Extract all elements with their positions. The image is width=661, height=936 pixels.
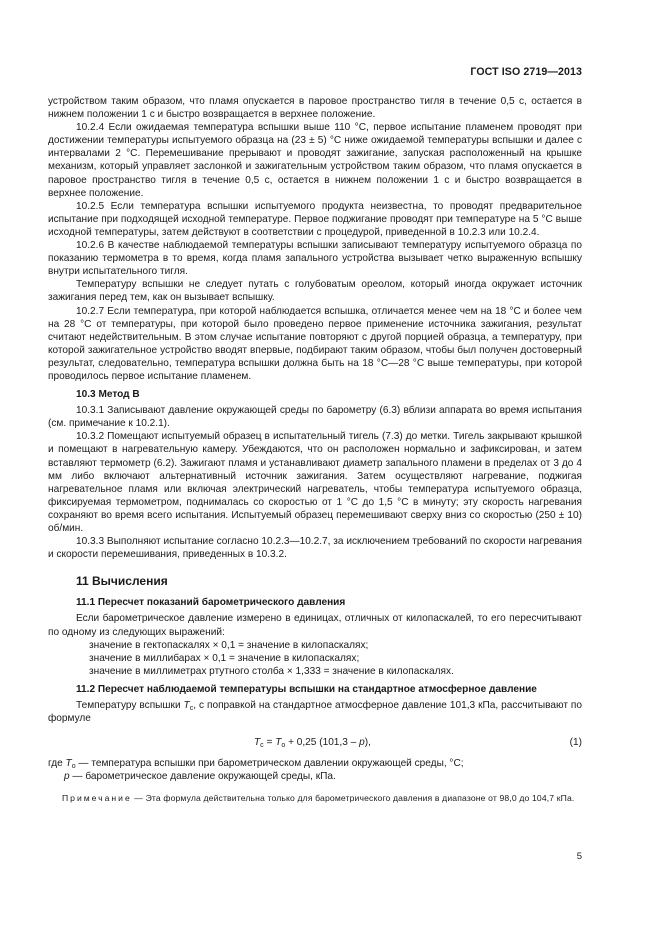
conversion-list bbox=[89, 639, 582, 678]
paragraph: устройством таким образом, что пламя опускается в паровое пространство тигля в течение 0,5 с, остается в нижнем положении 1 с и быстро возвращается в верхнее положение. bbox=[48, 96, 582, 121]
paragraph-10-2-5: 10.2.5 Если температура вспышки испытуемого продукта неизвестна, то проводят предварительное испытание при подходящей исходной температуре. Первое поджигание проводят при температуре на 5 °С выше исходной температуры, затем действуют в соответствии с процедурой, приведенной в 10.2.3 или 10.2.4. bbox=[48, 200, 582, 238]
formula-legend bbox=[48, 757, 582, 783]
paragraph-10-2-4: 10.2.4 Если ожидаемая температура вспышки выше 110 °С, первое испытание пламенем проводят при достижении температуры испытуемого образца на (23 ± 5) °С ниже ожидаемой температуры вспышки и далее с интервалами 2 °С. Перемешивание прерывают и проводят зажигание, запуская расположенный на крышке механизм, который управляет заслонкой и зажигательным устройством таким образом, что пламя опускается в паровое пространство тигля в течение 0,5 с, остается в нижнем положении 1 с и быстро возвращается в верхнее положение. bbox=[48, 122, 582, 199]
paragraph: Если барометрическое давление измерено в единицах, отличных от килопаскалей, то его пересчитывают по одному из следующих выражений: bbox=[48, 613, 582, 638]
document-header: ГОСТ ISO 2719—2013 bbox=[470, 66, 582, 78]
paragraph-10-3-1: 10.3.1 Записывают давление окружающей среды по барометру (6.3) вблизи аппарата во время испытания (см. примечание к 10.2.1). bbox=[48, 405, 582, 430]
formula-1 bbox=[48, 729, 582, 757]
note-label: Примечание bbox=[62, 793, 132, 804]
paragraph-10-2-6: 10.2.6 В качестве наблюдаемой температуры вспышки записывают температуру испытуемого образца по показанию термометра в то время, когда пламя запального устройства вызывает четко выраженную вспышку внутри испытательного тигля. bbox=[48, 240, 582, 278]
list-item: значение в миллиметрах ртутного столба × 1,333 = значение в килопаскалях. bbox=[89, 665, 454, 677]
document-body bbox=[48, 95, 582, 805]
paragraph: Температуру вспышки не следует путать с голубоватым ореолом, который иногда окружает источник зажигания перед тем, как он вызывает вспышку. bbox=[48, 279, 582, 304]
section-heading-11: 11 Вычисления bbox=[76, 574, 168, 589]
list-item: значение в миллибарах × 0,1 = значение в килопаскалях; bbox=[89, 652, 360, 664]
section-heading-11-2: 11.2 Пересчет наблюдаемой температуры вспышки на стандартное атмосферное давление bbox=[76, 683, 537, 695]
legend-item: p — барометрическое давление окружающей среды, кПа. bbox=[64, 771, 336, 783]
formula-number: (1) bbox=[569, 737, 582, 749]
section-heading-11-1: 11.1 Пересчет показаний барометрического давления bbox=[76, 597, 346, 609]
page-number: 5 bbox=[576, 851, 582, 862]
note: Примечание — Эта формула действительна только для барометрического давления в диапазоне от 98,0 до 104,7 кПа. bbox=[62, 793, 575, 804]
paragraph-10-3-2: 10.3.2 Помещают испытуемый образец в испытательный тигель (7.3) до метки. Тигель закрывают крышкой и помещают в нагревательную камеру. Убеждаются, что он расположен нормально и зафиксирован, и затем вставляют термометр (6.2). Зажигают пламя и устанавливают диаметр запального пламени в пределах от 3 до 4 мм либо включают альтернативный источник зажигания. Затем осуществляют нагревание, поджигая нагревательное пламя или включая электрический нагреватель, чтобы температура испытуемого образца, фиксируемая термометром, поднималась со скоростью от 1 °С до 1,5 °С в минуту; эту скорость нагревания сохраняют во время всего испытания. Испытуемый образец перемешивают сверху вниз со скоростью (250 ± 10) об/мин. bbox=[48, 431, 582, 534]
list-item: значение в гектопаскалях × 0,1 = значение в килопаскалях; bbox=[89, 639, 369, 651]
legend-item: где $T_o$ — температура вспышки при барометрическом давлении окружающей среды, °С; bbox=[48, 758, 464, 771]
formula-expression: $T_c = T_o + 0,25$ (101,3 – p), bbox=[254, 737, 371, 750]
paragraph-10-3-3: 10.3.3 Выполняют испытание согласно 10.2.3—10.2.7, за исключением требований по скорости нагревания и скорости перемешивания, приведенных в 10.3.2. bbox=[48, 536, 582, 561]
section-heading-10-3: 10.3 Метод В bbox=[76, 389, 140, 401]
paragraph: Температуру вспышки $T_c$, с поправкой на стандартное атмосферное давление 101,3 кПа, рассчитывают по формуле bbox=[48, 700, 582, 725]
paragraph-10-2-7: 10.2.7 Если температура, при которой наблюдается вспышка, отличается менее чем на 18 °С и более чем на 28 °С от температуры, при которой было проведено первое применение источника зажигания, результат считают недействительным. В этом случае испытание повторяют с другой порцией образца, а температуру, при которой зажигательное устройство вводят впервые, подбирают таким образом, чтобы был получен достоверный результат, следовательно, температура вспышки должна быть на 18 °С—28 °С выше температуры, при которой проводилось первое испытание пламенем. bbox=[48, 305, 582, 382]
